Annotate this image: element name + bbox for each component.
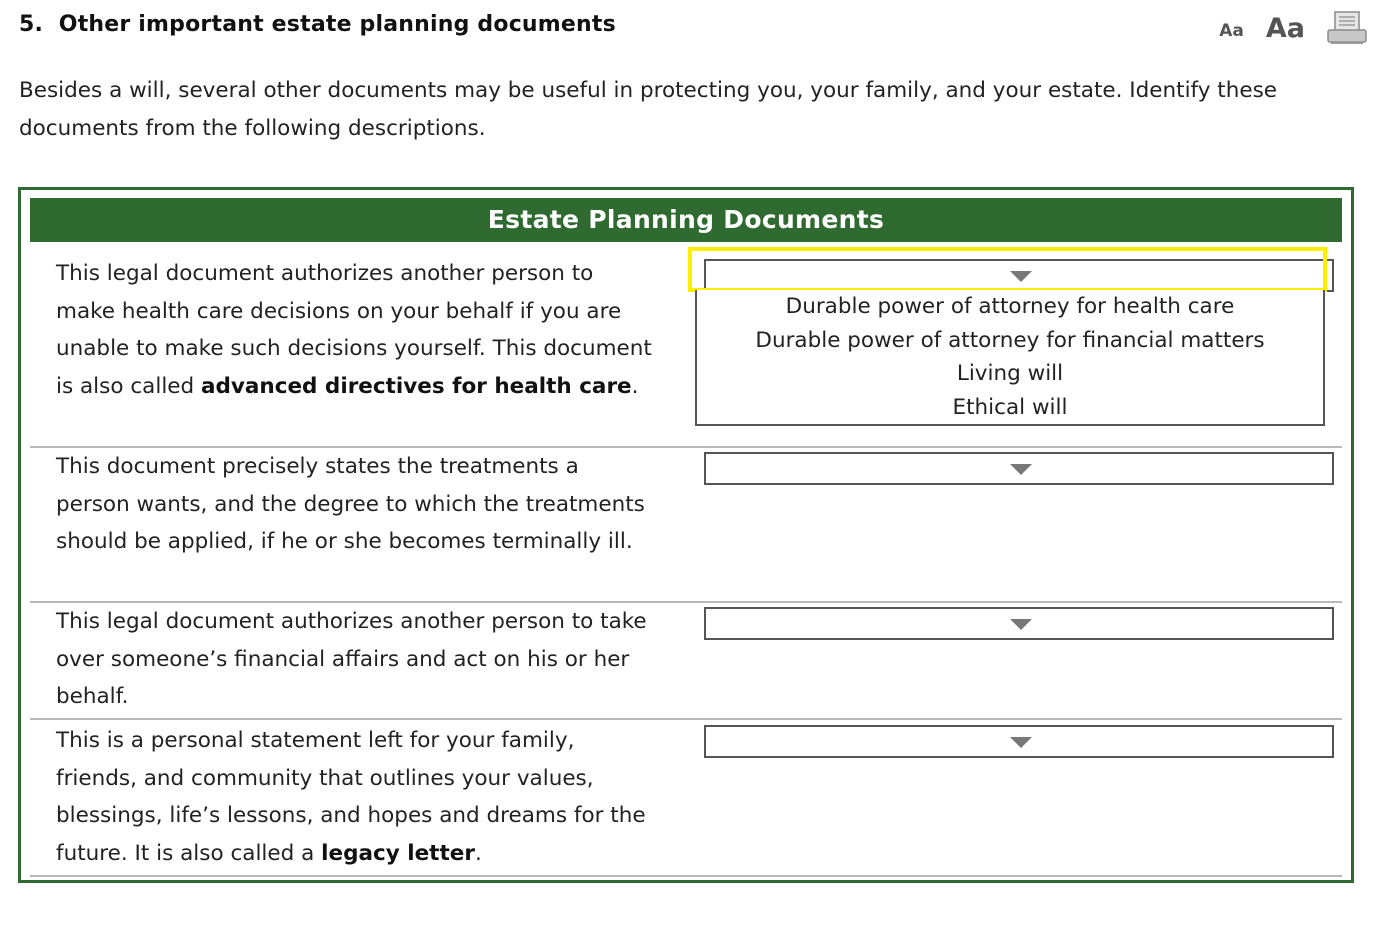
chevron-down-icon (1010, 737, 1032, 748)
question-title (19, 12, 616, 37)
dropdown-options-list (695, 290, 1325, 426)
document-select-4[interactable] (704, 725, 1334, 758)
option-ethical-will[interactable]: Ethical will (952, 394, 1068, 420)
option-living-will[interactable]: Living will (956, 361, 1064, 386)
table-header: Estate Planning Documents (30, 198, 1342, 242)
document-select-2[interactable] (704, 452, 1334, 485)
printer-icon[interactable] (1327, 11, 1367, 45)
row-description: This is a personal statement left for your family, friends, and community that outlines your values, blessings, life’s lessons, and hopes and dreams for the future. It is also called a legacy letter. (56, 728, 646, 866)
table-row (30, 720, 1342, 877)
chevron-down-icon (1010, 464, 1032, 475)
toolbar (1219, 10, 1367, 46)
bold-term: advanced directives for health care (201, 373, 632, 399)
estate-planning-table (18, 187, 1354, 883)
question-number: 5. (19, 12, 44, 37)
bold-term: legacy letter (321, 840, 475, 866)
option-dpoa-health-care[interactable]: Durable power of attorney for health care (785, 294, 1235, 319)
option-dpoa-financial[interactable]: Durable power of attorney for financial matters (755, 327, 1265, 353)
instructions-text: Besides a will, several other documents may be useful in protecting you, your family, and your estate. Identify these documents from the following descriptions. (19, 78, 1278, 141)
table-row (30, 448, 1342, 603)
question-header (19, 10, 1367, 46)
chevron-down-icon (1010, 619, 1032, 630)
table-row (30, 603, 1342, 720)
row-description: This document precisely states the treatments a person wants, and the degree to which the treatments should be applied, if he or she becomes terminally ill. (56, 454, 645, 554)
row-description: This legal document authorizes another person to take over someone’s financial affairs and act on his or her behalf. (56, 609, 647, 709)
increase-font-button[interactable]: Aa (1265, 12, 1305, 44)
question-title-text: Other important estate planning documents (58, 12, 616, 37)
document-select-3[interactable] (704, 607, 1334, 640)
focus-highlight (688, 247, 1327, 292)
row-description: This legal document authorizes another person to make health care decisions on your behalf if you are unable to make such decisions yourself. This document is also called advanced directives for health care. (56, 261, 652, 399)
decrease-font-button[interactable]: Aa (1219, 21, 1244, 41)
